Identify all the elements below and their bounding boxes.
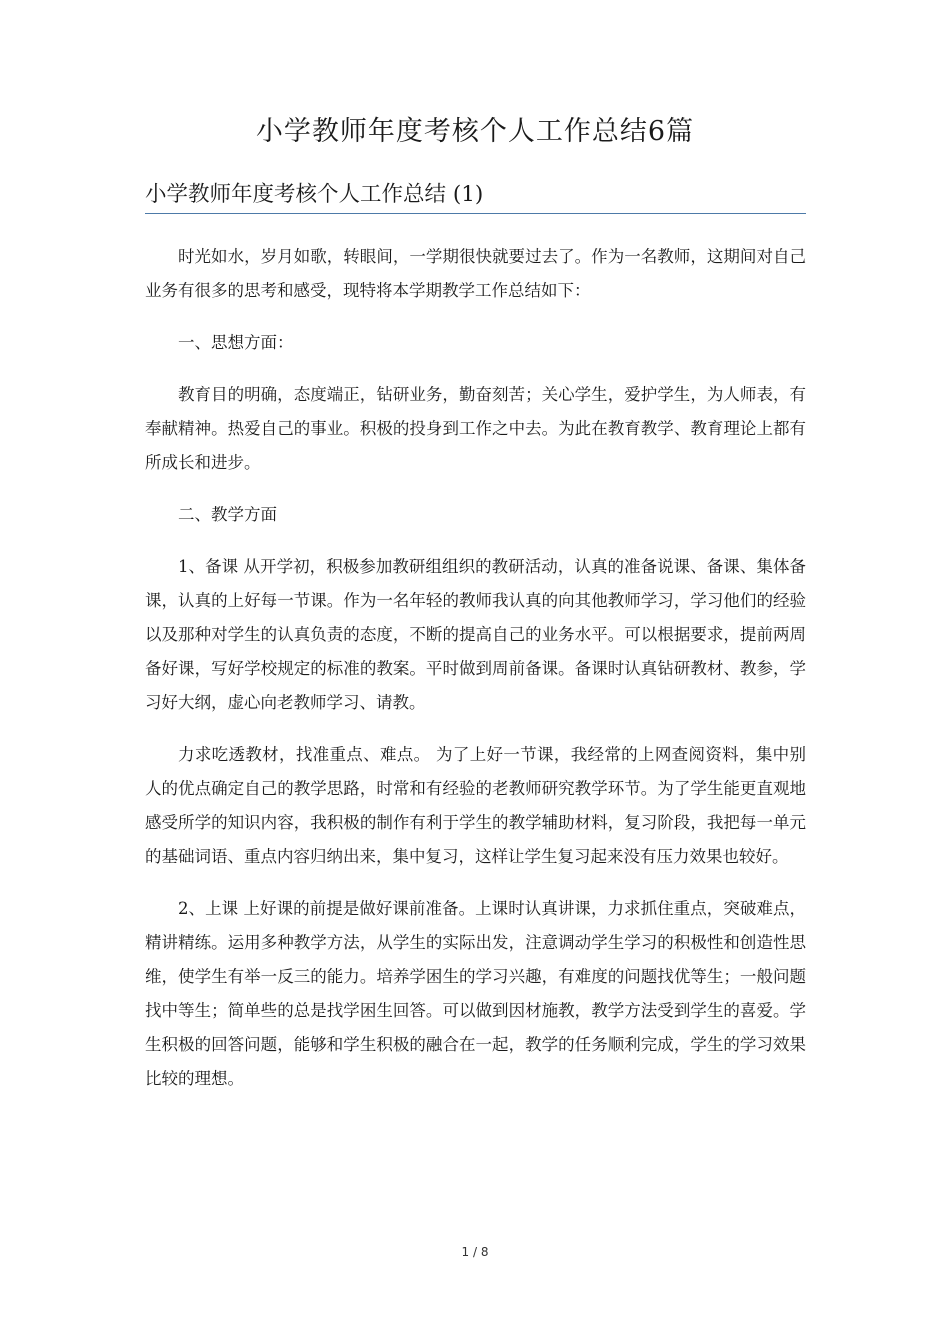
paragraph-heading-teaching: 二、教学方面	[178, 505, 277, 524]
paragraph-class: 2、上课 上好课的前提是做好课前准备。上课时认真讲课，力求抓住重点，突破难点，精讲精练。运用多种教学方法，从学生的实际出发，注意调动学生学习的积极性和创造性思维，使学生有举一反三的能力。培养学困生的学习兴趣，有难度的问题找优等生；一般问题找中等生；简单些的总是找学困生回答。可以做到因材施教，教学方法受到学生的喜爱。学生积极的回答问题，能够和学生积极的融合在一起，教学的任务顺利完成，学生的学习效果比较的理想。	[145, 899, 806, 1088]
document-body	[145, 240, 806, 1114]
paragraph-materials: 力求吃透教材，找准重点、难点。 为了上好一节课，我经常的上网查阅资料，集中别人的优点确定自己的教学思路，时常和有经验的老教师研究教学环节。为了学生能更直观地感受所学的知识内容，我积极的制作有利于学生的教学辅助材料，复习阶段，我把每一单元的基础词语、重点内容归纳出来，集中复习，这样让学生复习起来没有压力效果也较好。	[145, 745, 806, 866]
page-number: 1 / 8	[461, 1245, 489, 1259]
paragraph-heading-thought: 一、思想方面：	[178, 333, 294, 352]
document-title: 小学教师年度考核个人工作总结6篇	[255, 116, 695, 147]
paragraph-lesson-prep: 1、备课 从开学初，积极参加教研组组织的教研活动，认真的准备说课、备课、集体备课，认真的上好每一节课。作为一名年轻的教师我认真的向其他教师学习，学习他们的经验以及那种对学生的认真负责的态度，不断的提高自己的业务水平。可以根据要求，提前两周备好课，写好学校规定的标准的教案。平时做到周前备课。备课时认真钻研教材、教参，学习好大纲，虚心向老教师学习、请教。	[145, 557, 806, 712]
section-heading: 小学教师年度考核个人工作总结 (1)	[145, 178, 806, 214]
paragraph-intro: 时光如水，岁月如歌，转眼间，一学期很快就要过去了。作为一名教师，这期间对自己业务有很多的思考和感受，现特将本学期教学工作总结如下：	[145, 247, 806, 300]
paragraph-thought: 教育目的明确，态度端正，钻研业务，勤奋刻苦；关心学生，爱护学生，为人师表，有奉献精神。热爱自己的事业。积极的投身到工作之中去。为此在教育教学、教育理论上都有所成长和进步。	[145, 385, 806, 472]
